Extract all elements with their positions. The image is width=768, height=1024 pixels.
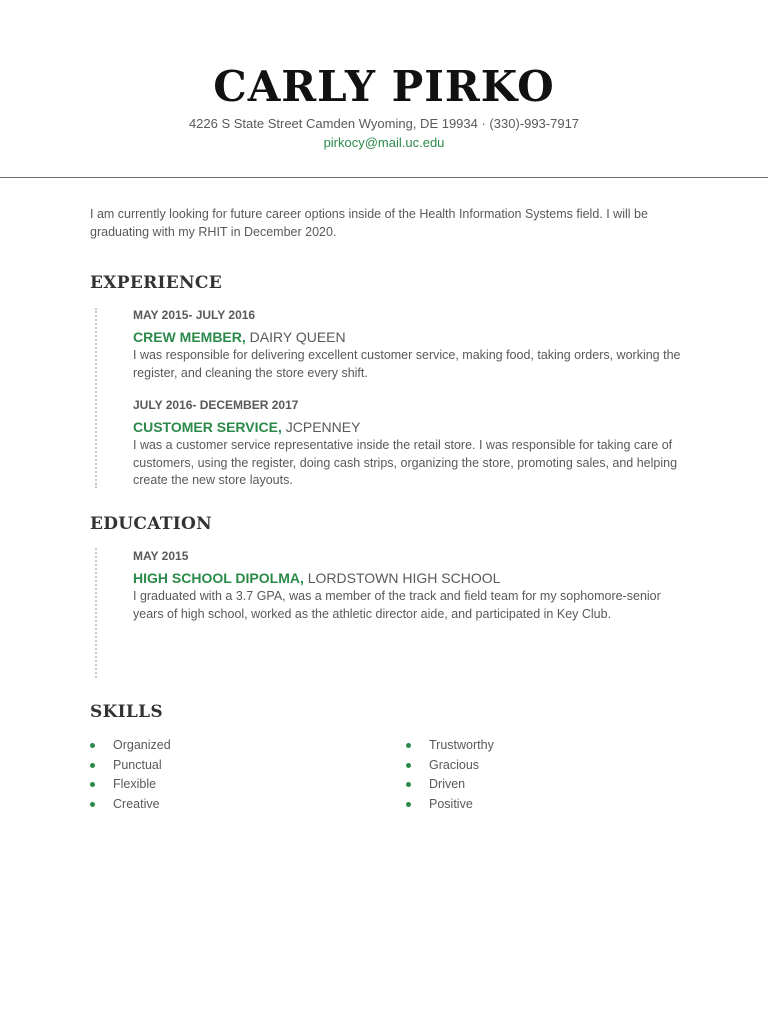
entry-date: MAY 2015	[133, 549, 189, 563]
skills-list-right	[406, 736, 494, 814]
entry-description: I was a customer service representative inside the retail store. I was responsible for taking care of customers, using the register, doing cash strips, organizing the store, promoting sales, and helping create the new store layouts.	[133, 438, 678, 487]
skill-label: Trustworthy	[429, 738, 494, 752]
resume-header	[0, 58, 768, 151]
bullet-icon	[406, 763, 411, 768]
skills-heading: SKILLS	[90, 702, 163, 722]
bullet-icon	[90, 802, 95, 807]
entry-title: HIGH SCHOOL DIPOLMA,	[133, 570, 304, 586]
skill-label: Driven	[429, 777, 466, 791]
entry-role	[133, 327, 693, 347]
entry-title: CUSTOMER SERVICE,	[133, 419, 282, 435]
skill-label: Creative	[113, 796, 160, 811]
skill-item	[406, 775, 494, 795]
bullet-icon	[406, 782, 411, 787]
skill-label: Positive	[429, 796, 473, 811]
bullet-icon	[90, 763, 95, 768]
entry-organization: JCPENNEY	[285, 419, 361, 435]
entry-date: MAY 2015- JULY 2016	[133, 308, 256, 322]
summary-text: I am currently looking for future career options inside of the Health Information Systems field. I will be graduating with my RHIT in December 2020.	[90, 207, 648, 239]
skill-label: Organized	[113, 738, 171, 752]
header-divider	[0, 177, 768, 178]
experience-timeline	[95, 308, 97, 488]
entry-role	[133, 568, 693, 588]
experience-heading: EXPERIENCE	[90, 273, 222, 293]
entry-title: CREW MEMBER,	[133, 329, 246, 345]
bullet-icon	[90, 743, 95, 748]
bullet-icon	[406, 743, 411, 748]
skill-item	[406, 736, 494, 756]
bullet-icon	[406, 802, 411, 807]
contact-email[interactable]: pirkocy@mail.uc.edu	[323, 135, 445, 150]
skill-item	[90, 736, 171, 756]
skill-label: Punctual	[113, 757, 162, 772]
education-heading: EDUCATION	[90, 514, 212, 534]
skill-label: Flexible	[113, 777, 157, 791]
education-entry	[133, 548, 693, 623]
experience-entry	[133, 307, 693, 382]
entry-organization: DAIRY QUEEN	[249, 329, 346, 345]
entry-date: JULY 2016- DECEMBER 2017	[133, 398, 299, 412]
candidate-name: CARLY PIRKO	[213, 62, 555, 111]
skill-item	[90, 756, 171, 776]
skill-item	[90, 795, 171, 815]
entry-role	[133, 417, 693, 437]
skills-list-left	[90, 736, 171, 814]
skill-item	[406, 756, 494, 776]
skill-label: Gracious	[429, 757, 480, 772]
skill-item	[90, 775, 171, 795]
contact-address: 4226 S State Street Camden Wyoming, DE 19934 · (330)-993-7917	[188, 116, 580, 131]
bullet-icon	[90, 782, 95, 787]
skill-item	[406, 795, 494, 815]
entry-description: I was responsible for delivering excellent customer service, making food, taking orders, working the register, and cleaning the store every shift.	[133, 348, 681, 380]
education-timeline	[95, 548, 97, 678]
experience-entry	[133, 397, 693, 490]
entry-description: I graduated with a 3.7 GPA, was a member of the track and field team for my sophomore-senior years of high school, worked as the athletic director aide, and participated in Key Club.	[133, 589, 661, 621]
entry-organization: LORDSTOWN HIGH SCHOOL	[307, 570, 501, 586]
